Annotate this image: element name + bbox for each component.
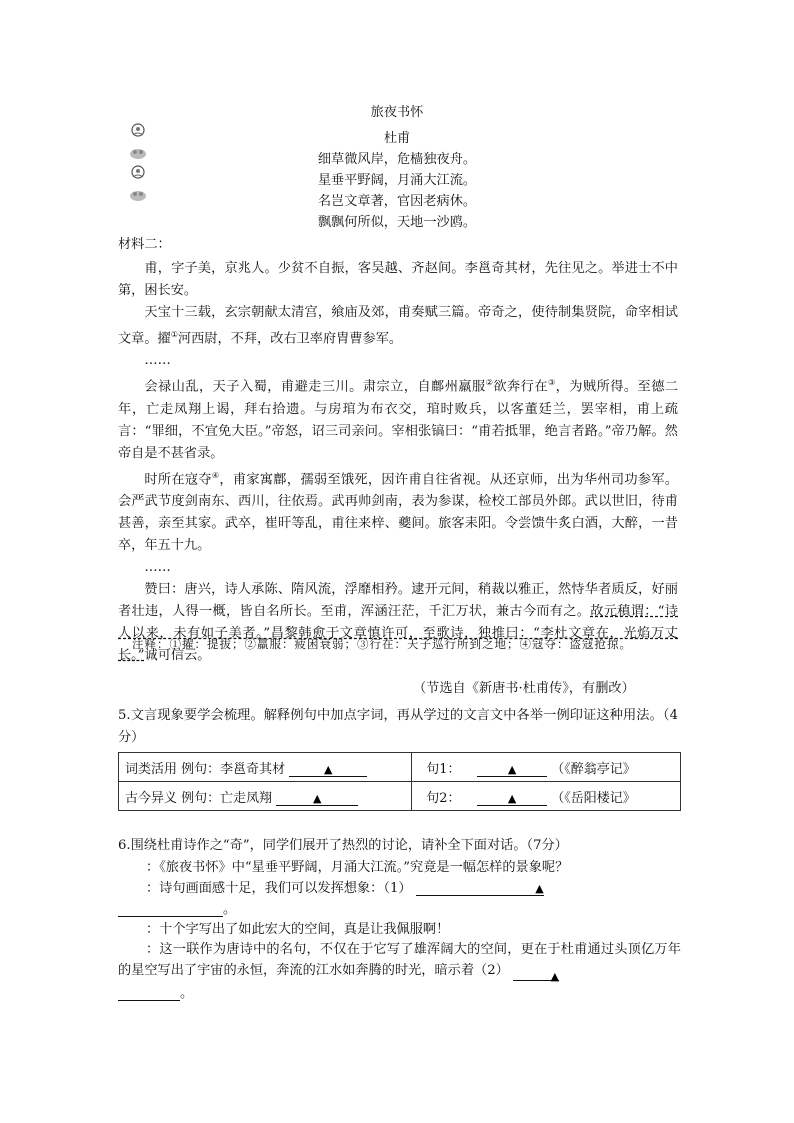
footnote-ref-2: ② <box>485 378 494 388</box>
paragraph-1: 甫，字子美，京兆人。少贫不自振，客吴越、齐赵间。李邕奇其材，先往见之。举进士不中第，困长安。 <box>118 261 678 298</box>
q6-dialogue-3: ：十个字写出了如此宏大的空间，真是让我佩服啊！ <box>146 922 450 937</box>
q5-table <box>118 752 681 811</box>
poem-line-4: 飘飘何所似，天地一沙鸥。 <box>317 215 477 230</box>
q5-blank-3[interactable]: ▲ <box>276 791 358 806</box>
q6-answer-2-line-2[interactable] <box>118 986 180 1001</box>
footnote-ref-4: ④ <box>211 470 220 480</box>
source-citation: （节选自《新唐书·杜甫传》，有删改） <box>413 681 635 696</box>
table-row <box>119 782 681 811</box>
footnote-ref-1: ① <box>170 330 178 339</box>
poem-line-3: 名岂文章著，官因老病休。 <box>317 194 477 209</box>
poem-author: 杜甫 <box>383 131 411 146</box>
paragraph-3: 会禄山乱，天子入蜀，甫避走三川。肃宗立，自鄜州羸服②欲奔行在③，为贼所得。至德二年，亡走凤翔上谒，拜右拾遗。与房琯为布衣交，琯时败兵，以客董廷兰，罢宰相，甫上疏言：“罪细，不宜免大臣。”帝怒，诏三司亲问。宰相张镐曰：“甫若抵罪，绝言者路。”帝乃解。然帝自是不甚省录。 <box>118 378 679 461</box>
underlined-quote: 故元稹谓：“诗人以来，未有如子美者。”昌黎韩愈于文章慎许可，至歌诗，独推曰：“李杜文章在，光焰万丈长。” <box>118 604 679 664</box>
q5-blank-1[interactable]: ▲ <box>289 762 367 777</box>
table-row <box>119 753 681 782</box>
q6-answer-1-line[interactable]: ▲ <box>416 881 544 896</box>
q6-answer-1-line-2[interactable] <box>118 902 223 917</box>
paragraph-5: 赞曰：唐兴，诗人承陈、隋风流，浮靡相矜。逮开元间，稍裁以雅正，然恃华者质反，好丽者壮违，人得一概，皆自名所长。至甫，浑涵汪茫，千汇万状，兼古今而有之。故元稹谓：“诗人以来，未有如子美者。”昌黎韩愈于文章慎许可，至歌诗，独推曰：“李杜文章在，光焰万丈长。”诚可信云。 <box>118 582 679 664</box>
q5-blank-2[interactable]: ▲ <box>477 762 547 777</box>
prose-block <box>118 258 678 667</box>
q6-dialogue-1: ：《旅夜书怀》中“星垂平野阔，月涌大江流。”究竟是一幅怎样的景象呢？ <box>146 860 569 875</box>
poem-line-2: 星垂平野阔，月涌大江流。 <box>317 173 477 188</box>
q5-row1-right: 句1： ▲ （《醉翁亭记》 <box>412 753 681 782</box>
q5-prompt: 5.文言现象要学会梳理。解释例句中加点字词，再从学过的文言文中各举一例印证这种用法。（4分） <box>118 708 678 745</box>
q5-row1-left: 词类活用 例句：李邕奇其材 ▲ <box>119 753 412 782</box>
ellipsis-1: …… <box>144 353 171 369</box>
ellipsis-2: …… <box>144 560 171 576</box>
q6-answer-2-line[interactable]: ▲ <box>513 966 559 981</box>
q6-answer-1-continuation: 。 <box>118 898 236 917</box>
q5-row2-left: 古今异义 例句：亡走凤翔 ▲ <box>119 782 412 811</box>
q6-dialogue-2: ：诗句画面感十足，我们可以发挥想象：（1） ▲ <box>146 881 544 896</box>
q5-row2-right: 句2： ▲ （《岳阳楼记》 <box>412 782 681 811</box>
footnote-ref-3: ③ <box>547 378 556 388</box>
q6-answer-2-continuation: 。 <box>118 982 193 1001</box>
q6-dialogue-4: ：这一联作为唐诗中的名句，不仅在于它写了雄浑阔大的空间，更在于杜甫通过头顶亿万年的星空写出了宇宙的永恒，奔流的江水如奔腾的时光，暗示着（2） ▲ <box>118 942 681 983</box>
poem-title: 旅夜书怀 <box>370 105 424 120</box>
paragraph-2: 天宝十三载，玄宗朝献太清宫，飨庙及郊，甫奏赋三篇。帝奇之，使待制集贤院，命宰相试文章。擢①河西尉，不拜，改右卫率府胄曹参军。 <box>118 305 678 347</box>
q6-prompt: 6.围绕杜甫诗作之“奇”，同学们展开了热烈的讨论，请补全下面对话。（7分） <box>118 838 568 853</box>
footnotes: 注释：①擢：提拔；②羸服：疲困衰弱；③行在：天子巡行所到之地；④寇夺：盗寇抢掠。 <box>132 637 632 651</box>
poem-line-1: 细草微风岸，危樯独夜舟。 <box>317 152 477 167</box>
q5-blank-4[interactable]: ▲ <box>477 791 547 806</box>
material-label: 材料二： <box>118 237 171 252</box>
paragraph-4: 时所在寇夺④，甫家寓鄜，孺弱至饿死，因许甫自往省视。从还京师，出为华州司功参军。会严武节度剑南东、西川，往依焉。武再帅剑南，表为参谋，检校工部员外郎。武以世旧，待甫甚善，亲至其家。武卒，崔旰等乱，甫往来梓、夔间。旅客耒阳。令尝馈牛炙白酒，大醉，一昔卒，年五十九。 <box>118 470 679 554</box>
